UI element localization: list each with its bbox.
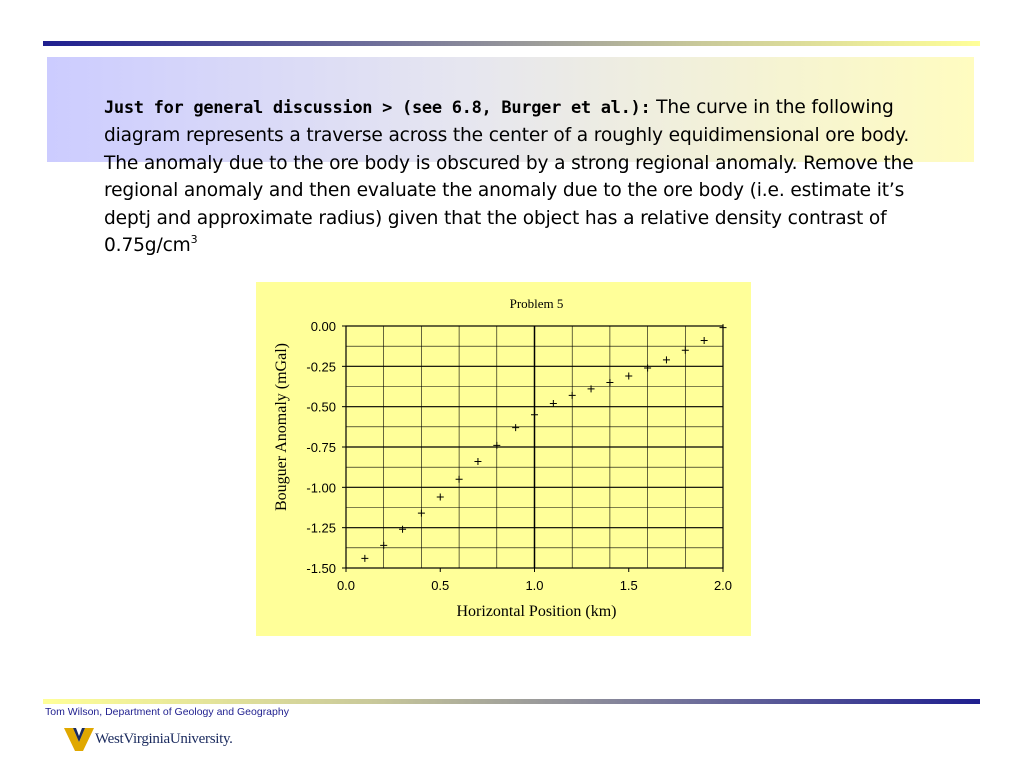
x-tick-label: 2.0 [713, 578, 733, 593]
footer-credit: Tom Wilson, Department of Geology and Geography [45, 706, 289, 718]
y-tick-label: -1.50 [306, 561, 336, 576]
x-tick-label: 0.0 [336, 578, 356, 593]
chart-title: Problem 5 [509, 296, 564, 311]
x-axis-label: Horizontal Position (km) [456, 603, 617, 620]
top-rule [43, 41, 980, 46]
y-tick-label: -1.25 [306, 520, 336, 536]
y-tick-label: -0.25 [306, 359, 336, 375]
x-tick-label: 0.5 [431, 578, 450, 593]
bottom-rule [43, 699, 980, 704]
x-tick-label: 1.0 [525, 578, 544, 593]
bouguer-anomaly-chart [256, 282, 751, 636]
problem-lead: Just for general discussion > (see 6.8, Burger et al.): [104, 98, 651, 118]
chart-panel [256, 282, 751, 636]
university-logo [64, 724, 233, 754]
university-wordmark: WestVirginiaUniversity. [95, 730, 233, 747]
x-tick-label: 1.5 [619, 578, 638, 593]
problem-body: The curve in the following diagram represents a traverse across the center of a roughly equidimensional ore body. The anomaly due to the ore body is obscured by a strong regional anomaly. Remove the regional anomaly and then evaluate the anomaly due to the ore body (i.e. estimate it’s deptj and approximate radius) given that the object has a relative density contrast of 0.75g/cm [104, 97, 914, 257]
y-tick-label: -1.00 [306, 480, 336, 496]
problem-superscript: 3 [190, 233, 198, 247]
y-tick-label: -0.50 [306, 399, 336, 415]
y-tick-label: -0.75 [306, 440, 336, 455]
problem-statement [104, 94, 924, 259]
y-axis-label: Bouguer Anomaly (mGal) [273, 343, 290, 511]
y-tick-label: 0.00 [310, 319, 336, 334]
wv-flying-logo-icon [64, 726, 94, 752]
